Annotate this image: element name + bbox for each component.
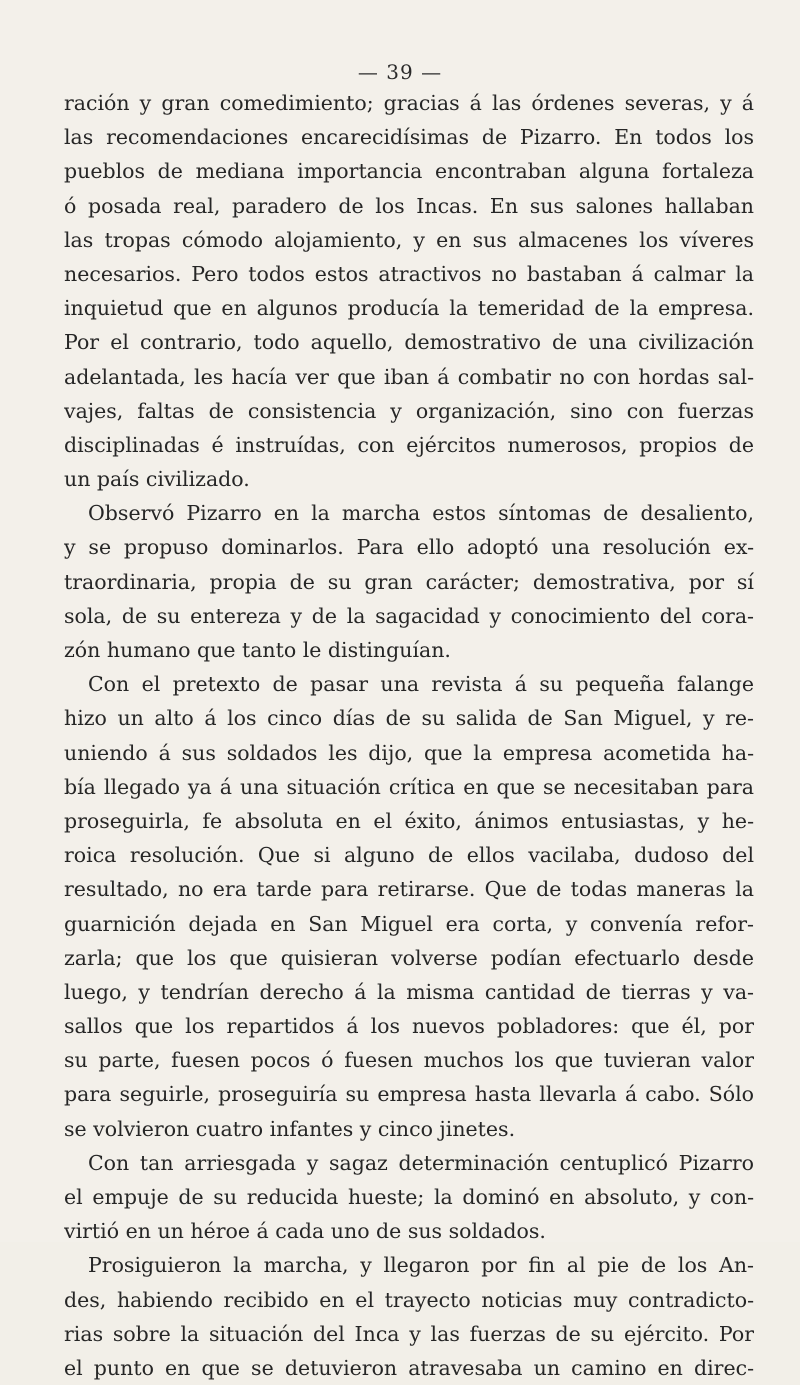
text-line: proseguirla, fe absoluta en el éxito, ánimos entusiastas, y he-: [64, 808, 754, 833]
text-line: zarla; que los que quisieran volverse podían efectuarlo desde: [64, 945, 754, 970]
text-line: bía llegado ya á una situación crítica en que se necesitaban para: [64, 774, 754, 799]
text-line: ó posada real, paradero de los Incas. En sus salones hallaban: [64, 193, 754, 218]
text-line: su parte, fuesen pocos ó fuesen muchos los que tuvieran valor: [64, 1048, 754, 1073]
text-line: las tropas cómodo alojamiento, y en sus almacenes los víveres: [64, 227, 754, 252]
text-line: rias sobre la situación del Inca y las fuerzas de su ejército. Por: [64, 1321, 754, 1346]
text-line: se volvieron cuatro infantes y cinco jinetes.: [64, 1116, 516, 1141]
text-line: un país civilizado.: [64, 467, 250, 492]
text-line: luego, y tendrían derecho á la misma cantidad de tierras y va-: [64, 979, 754, 1004]
text-line: resultado, no era tarde para retirarse. Que de todas maneras la: [64, 877, 754, 902]
text-line: des, habiendo recibido en el trayecto noticias muy contradicto-: [64, 1287, 754, 1312]
text-line: ración y gran comedimiento; gracias á las órdenes severas, y á: [64, 91, 754, 115]
text-line: pueblos de mediana importancia encontraban alguna fortaleza: [64, 159, 754, 184]
text-line: el punto en que se detuvieron atravesaba un camino en direc-: [64, 1355, 754, 1380]
text-line: uniendo á sus soldados les dijo, que la empresa acometida ha-: [64, 740, 754, 765]
text-line: zón humano que tanto le distinguían.: [64, 638, 451, 662]
text-line: el empuje de su reducida hueste; la dominó en absoluto, y con-: [64, 1185, 754, 1209]
text-line: guarnición dejada en San Miguel era corta, y convenía refor-: [64, 911, 754, 936]
text-line: roica resolución. Que si alguno de ellos vacilaba, dudoso del: [64, 843, 754, 868]
text-line: Por el contrario, todo aquello, demostrativo de una civilización: [64, 330, 754, 355]
text-line: para seguirle, proseguiría su empresa hasta llevarla á cabo. Sólo: [64, 1082, 754, 1107]
text-line: disciplinadas é instruídas, con ejércitos numerosos, propios de: [64, 432, 754, 457]
text-line: adelantada, les hacía ver que iban á combatir no con hordas sal-: [64, 364, 754, 389]
text-line: virtió en un héroe á cada uno de sus soldados.: [64, 1219, 546, 1244]
text-line: traordinaria, propia de su gran carácter; demostrativa, por sí: [64, 569, 754, 594]
text-line: sallos que los repartidos á los nuevos pobladores: que él, por: [64, 1014, 754, 1039]
text-line: las recomendaciones encarecidísimas de Pizarro. En todos los: [64, 125, 754, 150]
body-text: [64, 86, 754, 1385]
text-line: y se propuso dominarlos. Para ello adoptó una resolución ex-: [64, 535, 754, 560]
text-line: Con tan arriesgada y sagaz determinación centuplicó Pizarro: [88, 1150, 754, 1175]
text-line: sola, de su entereza y de la sagacidad y conocimiento del cora-: [64, 603, 754, 628]
text-line: Prosiguieron la marcha, y llegaron por fin al pie de los An-: [88, 1253, 754, 1278]
text-line: inquietud que en algunos producía la temeridad de la empresa.: [64, 296, 754, 321]
text-line: vajes, faltas de consistencia y organización, sino con fuerzas: [64, 398, 754, 423]
text-line: Observó Pizarro en la marcha estos síntomas de desaliento,: [88, 501, 754, 526]
text-line: Con el pretexto de pasar una revista á su pequeña falange: [88, 672, 754, 697]
text-line: hizo un alto á los cinco días de su salida de San Miguel, y re-: [64, 706, 754, 731]
page-number: — 39 —: [357, 60, 443, 84]
text-line: necesarios. Pero todos estos atractivos no bastaban á calmar la: [64, 261, 754, 286]
